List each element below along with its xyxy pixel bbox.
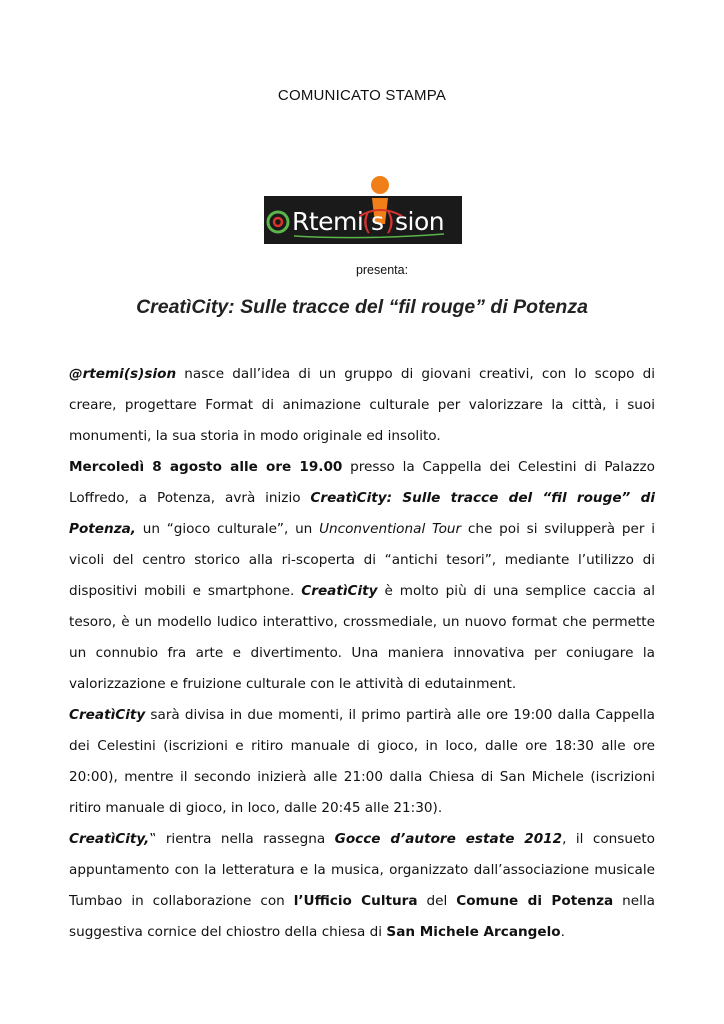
event-name: CreatìCity: Sulle tracce del “fil rouge” di Potenza, — [69, 490, 655, 537]
artemission-logo — [264, 174, 462, 246]
paragraph-rassegna — [69, 824, 655, 948]
presents-text: presenta: — [355, 263, 409, 277]
event-text-2: un “gioco culturale”, un — [135, 521, 320, 537]
comune-potenza: Comune di Potenza — [456, 893, 614, 909]
event-text-3: che poi si svilupperà per i vicoli del centro storico alla ri-scoperta di “antichi tesori”, mediante l’utilizzo di dispositivi mobili e smartphone. — [69, 521, 656, 599]
svg-text:sion: sion — [395, 207, 445, 236]
brand-name: @rtemi(s)sion — [69, 366, 177, 382]
paragraph-event — [69, 452, 655, 700]
paragraph-intro — [69, 359, 655, 452]
event-text-1: presso la Cappella dei Celestini di Palazzo Loffredo, a Potenza, avrà inizio — [69, 459, 655, 506]
chiesa-name: San Michele Arcangelo — [386, 924, 561, 940]
presents-label — [0, 263, 724, 277]
event-text-4: è molto più di una semplice caccia al tesoro, è un modello ludico interattivo, crossmediale, un nuovo format che permette un connubio fra arte e divertimento. Una maniera innovativa per coniugare la valorizzazione e fruizione culturale con le attività di edutainment. — [69, 583, 655, 692]
schedule-text: sarà divisa in due momenti, il primo partirà alle ore 19:00 dalla Cappella dei Celestini (iscrizioni e ritiro manuale di gioco, in loco, dalle ore 18:30 alle ore 20:00), mentre il secondo inizierà alle 21:00 dalla Chiesa di San Michele (iscrizioni ritiro manuale di gioco, in loco, dalle 20:45 alle 21:30). — [69, 707, 655, 816]
event-date: Mercoledì 8 agosto alle ore 19.00 — [69, 459, 343, 475]
svg-text:): ) — [385, 207, 395, 236]
svg-text:(: ( — [362, 207, 372, 236]
press-release-heading: COMUNICATO STAMPA — [277, 87, 447, 104]
event-tour: Unconventional Tour — [319, 521, 462, 537]
event-brand: CreatìCity — [301, 583, 378, 599]
svg-text:Rtemi: Rtemi — [292, 207, 364, 236]
ufficio-cultura: l’Ufficio Cultura — [293, 893, 418, 909]
rassegna-name: Gocce d’autore estate 2012 — [334, 831, 563, 847]
body-text — [69, 359, 655, 948]
svg-text:s: s — [371, 207, 385, 236]
rassegna-text-1: ‟ rientra nella rassegna — [149, 831, 335, 847]
paragraph-schedule — [69, 700, 655, 824]
rassegna-text-5: . — [560, 924, 565, 940]
intro-text: nasce dall’idea di un gruppo di giovani creativi, con lo scopo di creare, progettare Format di animazione culturale per valorizzare la città, i suoi monumenti, la sua storia in modo originale ed insolito. — [69, 366, 655, 444]
schedule-brand: CreatìCity — [69, 707, 146, 723]
event-title: CreatìCity: Sulle tracce del “fil rouge” di Potenza — [136, 296, 588, 318]
rassegna-text-4: nella suggestiva cornice del chiostro della chiesa di — [69, 893, 655, 940]
rassegna-text-2: , il consueto appuntamento con la letteratura e la musica, organizzato dall’associazione musicale Tumbao in collaborazione con — [69, 831, 655, 909]
rassegna-text-3: del — [417, 893, 457, 909]
rassegna-brand: CreatìCity, — [69, 831, 150, 847]
